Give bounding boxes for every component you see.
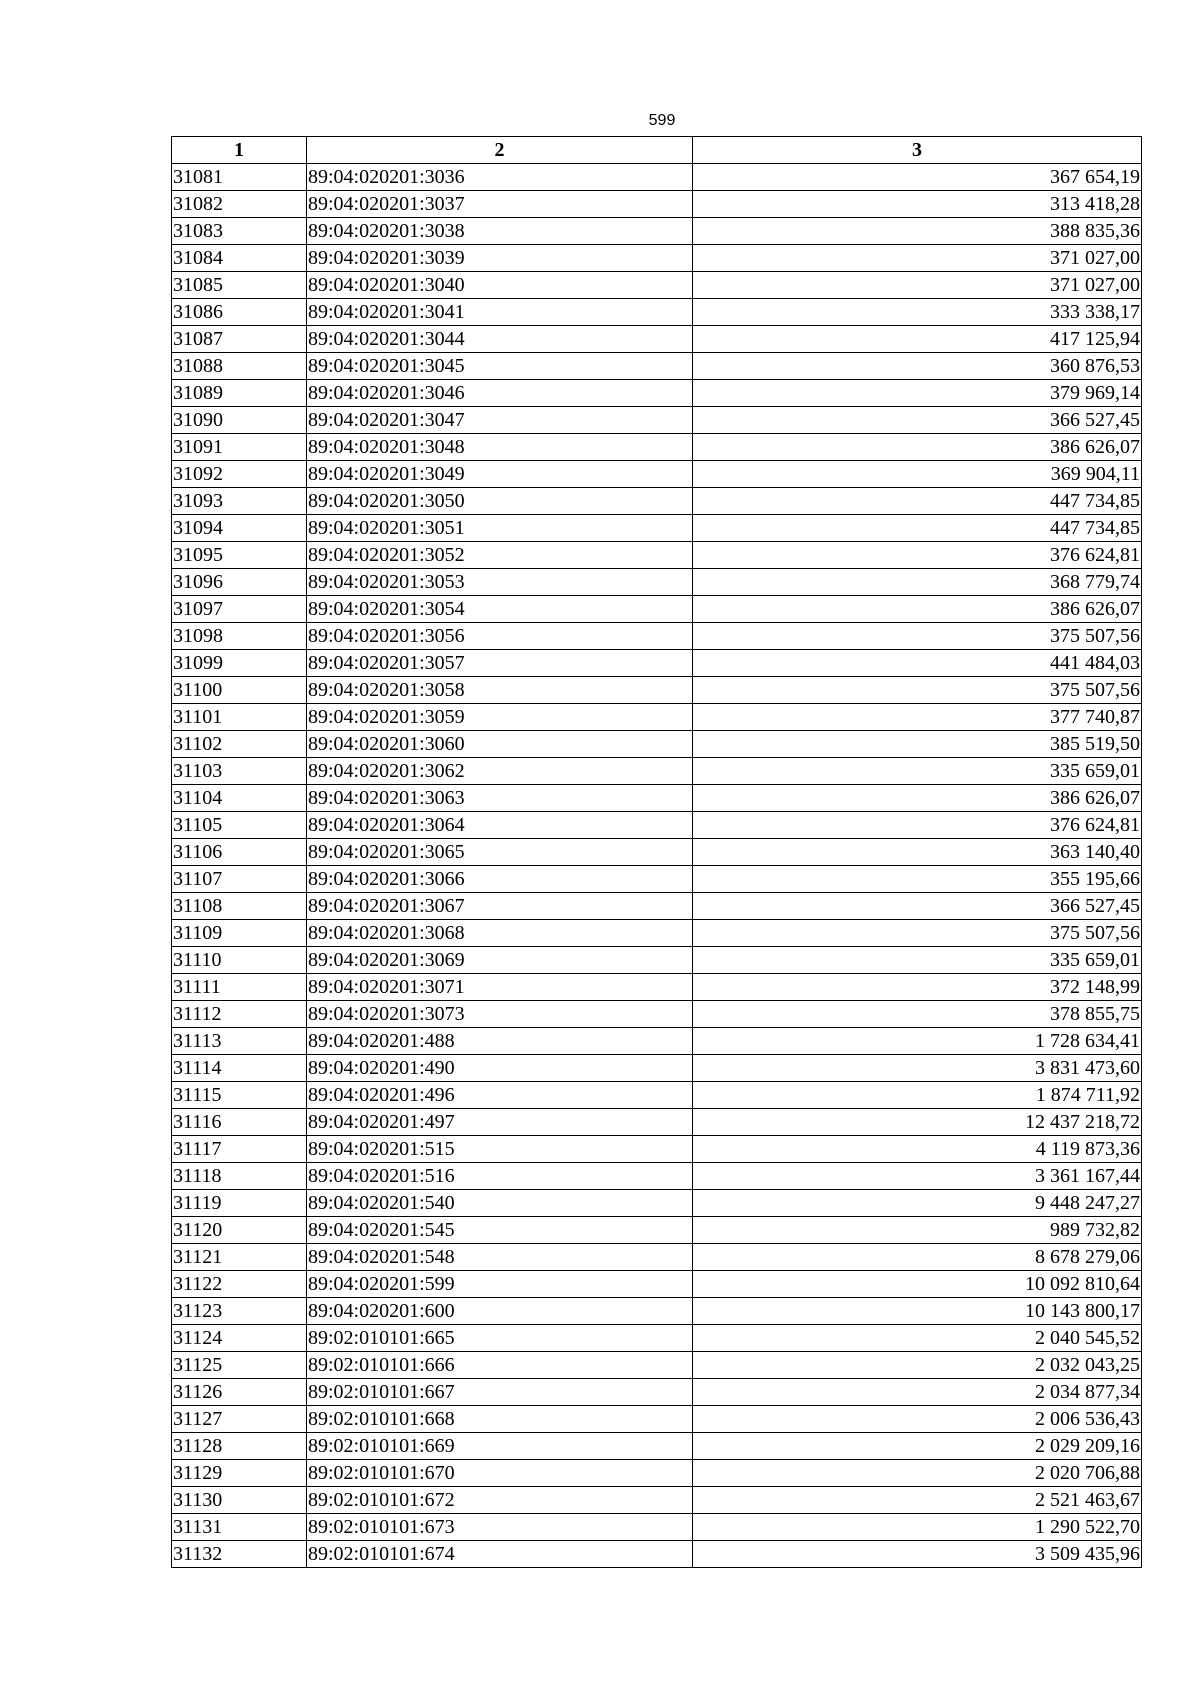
cadastral-number-cell: 89:04:020201:3037 (307, 191, 693, 218)
table-row (172, 947, 1142, 974)
cadastral-number-cell: 89:04:020201:3064 (307, 812, 693, 839)
row-number-cell: 31093 (172, 488, 307, 515)
row-number-cell: 31090 (172, 407, 307, 434)
cadastral-value-cell: 388 835,36 (693, 218, 1142, 245)
cadastral-value-cell: 2 020 706,88 (693, 1460, 1142, 1487)
cadastral-number-cell: 89:04:020201:540 (307, 1190, 693, 1217)
table-row (172, 1271, 1142, 1298)
row-number-cell: 31113 (172, 1028, 307, 1055)
row-number-cell: 31087 (172, 326, 307, 353)
table-row (172, 272, 1142, 299)
row-number-cell: 31104 (172, 785, 307, 812)
table-row (172, 1460, 1142, 1487)
cadastral-value-cell: 368 779,74 (693, 569, 1142, 596)
cadastral-value-cell: 3 509 435,96 (693, 1541, 1142, 1568)
cadastral-value-cell: 375 507,56 (693, 623, 1142, 650)
row-number-cell: 31085 (172, 272, 307, 299)
cadastral-value-cell: 366 527,45 (693, 407, 1142, 434)
row-number-cell: 31086 (172, 299, 307, 326)
row-number-cell: 31123 (172, 1298, 307, 1325)
row-number-cell: 31132 (172, 1541, 307, 1568)
cadastral-number-cell: 89:04:020201:3047 (307, 407, 693, 434)
cadastral-value-cell: 355 195,66 (693, 866, 1142, 893)
cadastral-value-cell: 371 027,00 (693, 272, 1142, 299)
cadastral-number-cell: 89:04:020201:599 (307, 1271, 693, 1298)
cadastral-value-cell: 2 040 545,52 (693, 1325, 1142, 1352)
cadastral-value-cell: 4 119 873,36 (693, 1136, 1142, 1163)
cadastral-number-cell: 89:04:020201:3053 (307, 569, 693, 596)
table-row (172, 1109, 1142, 1136)
table-row (172, 569, 1142, 596)
cadastral-number-cell: 89:02:010101:665 (307, 1325, 693, 1352)
cadastral-number-cell: 89:04:020201:3062 (307, 758, 693, 785)
row-number-cell: 31124 (172, 1325, 307, 1352)
cadastral-value-cell: 377 740,87 (693, 704, 1142, 731)
cadastral-value-cell: 10 092 810,64 (693, 1271, 1142, 1298)
table-row (172, 1136, 1142, 1163)
cadastral-value-cell: 367 654,19 (693, 164, 1142, 191)
cadastral-value-cell: 375 507,56 (693, 920, 1142, 947)
table-row (172, 812, 1142, 839)
cadastral-number-cell: 89:04:020201:3059 (307, 704, 693, 731)
table-row (172, 893, 1142, 920)
row-number-cell: 31089 (172, 380, 307, 407)
cadastral-number-cell: 89:04:020201:3044 (307, 326, 693, 353)
cadastral-value-cell: 1 290 522,70 (693, 1514, 1142, 1541)
cadastral-number-cell: 89:04:020201:3071 (307, 974, 693, 1001)
column-header-2: 2 (307, 137, 693, 164)
cadastral-value-cell: 313 418,28 (693, 191, 1142, 218)
cadastral-number-cell: 89:04:020201:3069 (307, 947, 693, 974)
cadastral-value-cell: 3 361 167,44 (693, 1163, 1142, 1190)
row-number-cell: 31088 (172, 353, 307, 380)
table-row (172, 488, 1142, 515)
row-number-cell: 31094 (172, 515, 307, 542)
row-number-cell: 31108 (172, 893, 307, 920)
cadastral-value-cell: 372 148,99 (693, 974, 1142, 1001)
table-row (172, 1298, 1142, 1325)
row-number-cell: 31114 (172, 1055, 307, 1082)
table-row (172, 407, 1142, 434)
table-row (172, 677, 1142, 704)
row-number-cell: 31098 (172, 623, 307, 650)
cadastral-value-cell: 376 624,81 (693, 812, 1142, 839)
cadastral-value-cell: 10 143 800,17 (693, 1298, 1142, 1325)
cadastral-number-cell: 89:02:010101:668 (307, 1406, 693, 1433)
table-row (172, 326, 1142, 353)
row-number-cell: 31081 (172, 164, 307, 191)
cadastral-value-cell: 447 734,85 (693, 515, 1142, 542)
row-number-cell: 31105 (172, 812, 307, 839)
row-number-cell: 31130 (172, 1487, 307, 1514)
table-row (172, 1541, 1142, 1568)
column-header-3: 3 (693, 137, 1142, 164)
cadastral-value-cell: 2 029 209,16 (693, 1433, 1142, 1460)
cadastral-value-cell: 363 140,40 (693, 839, 1142, 866)
cadastral-value-cell: 335 659,01 (693, 758, 1142, 785)
row-number-cell: 31116 (172, 1109, 307, 1136)
row-number-cell: 31125 (172, 1352, 307, 1379)
cadastral-value-cell: 9 448 247,27 (693, 1190, 1142, 1217)
row-number-cell: 31096 (172, 569, 307, 596)
cadastral-value-cell: 386 626,07 (693, 785, 1142, 812)
table-row (172, 1028, 1142, 1055)
table-row (172, 191, 1142, 218)
table-row (172, 1406, 1142, 1433)
cadastral-value-cell: 375 507,56 (693, 677, 1142, 704)
cadastral-value-cell: 12 437 218,72 (693, 1109, 1142, 1136)
row-number-cell: 31099 (172, 650, 307, 677)
cadastral-value-cell: 417 125,94 (693, 326, 1142, 353)
cadastral-number-cell: 89:04:020201:3039 (307, 245, 693, 272)
table-row (172, 1352, 1142, 1379)
cadastral-number-cell: 89:04:020201:3056 (307, 623, 693, 650)
table-row (172, 1514, 1142, 1541)
cadastral-value-cell: 3 831 473,60 (693, 1055, 1142, 1082)
table-row (172, 1487, 1142, 1514)
cadastral-number-cell: 89:04:020201:3052 (307, 542, 693, 569)
cadastral-value-cell: 371 027,00 (693, 245, 1142, 272)
cadastral-number-cell: 89:04:020201:516 (307, 1163, 693, 1190)
row-number-cell: 31095 (172, 542, 307, 569)
row-number-cell: 31122 (172, 1271, 307, 1298)
cadastral-value-cell: 8 678 279,06 (693, 1244, 1142, 1271)
column-header-1: 1 (172, 137, 307, 164)
row-number-cell: 31126 (172, 1379, 307, 1406)
cadastral-value-cell: 447 734,85 (693, 488, 1142, 515)
row-number-cell: 31110 (172, 947, 307, 974)
cadastral-number-cell: 89:04:020201:3065 (307, 839, 693, 866)
table-row (172, 758, 1142, 785)
cadastral-number-cell: 89:04:020201:3068 (307, 920, 693, 947)
table-row (172, 1163, 1142, 1190)
cadastral-number-cell: 89:04:020201:3041 (307, 299, 693, 326)
cadastral-number-cell: 89:04:020201:3073 (307, 1001, 693, 1028)
cadastral-number-cell: 89:04:020201:3063 (307, 785, 693, 812)
cadastral-value-cell: 333 338,17 (693, 299, 1142, 326)
table-body (172, 164, 1142, 1568)
row-number-cell: 31109 (172, 920, 307, 947)
table-row (172, 866, 1142, 893)
cadastral-value-cell: 2 032 043,25 (693, 1352, 1142, 1379)
row-number-cell: 31115 (172, 1082, 307, 1109)
cadastral-value-cell: 2 006 536,43 (693, 1406, 1142, 1433)
table-row (172, 1379, 1142, 1406)
table-row (172, 380, 1142, 407)
table-row (172, 839, 1142, 866)
cadastral-number-cell: 89:04:020201:3057 (307, 650, 693, 677)
table-row (172, 1433, 1142, 1460)
row-number-cell: 31101 (172, 704, 307, 731)
table-row (172, 434, 1142, 461)
cadastral-number-cell: 89:04:020201:600 (307, 1298, 693, 1325)
row-number-cell: 31082 (172, 191, 307, 218)
cadastral-number-cell: 89:04:020201:3067 (307, 893, 693, 920)
table-row (172, 1082, 1142, 1109)
cadastral-number-cell: 89:02:010101:670 (307, 1460, 693, 1487)
cadastral-number-cell: 89:02:010101:672 (307, 1487, 693, 1514)
row-number-cell: 31084 (172, 245, 307, 272)
cadastral-value-cell: 386 626,07 (693, 434, 1142, 461)
row-number-cell: 31131 (172, 1514, 307, 1541)
cadastral-number-cell: 89:02:010101:669 (307, 1433, 693, 1460)
cadastral-number-cell: 89:02:010101:667 (307, 1379, 693, 1406)
row-number-cell: 31092 (172, 461, 307, 488)
cadastral-value-cell: 441 484,03 (693, 650, 1142, 677)
cadastral-value-cell: 360 876,53 (693, 353, 1142, 380)
cadastral-value-cell: 386 626,07 (693, 596, 1142, 623)
cadastral-number-cell: 89:04:020201:3049 (307, 461, 693, 488)
row-number-cell: 31119 (172, 1190, 307, 1217)
row-number-cell: 31117 (172, 1136, 307, 1163)
table-row (172, 731, 1142, 758)
row-number-cell: 31083 (172, 218, 307, 245)
cadastral-number-cell: 89:04:020201:3058 (307, 677, 693, 704)
cadastral-number-cell: 89:04:020201:488 (307, 1028, 693, 1055)
cadastral-value-cell: 2 034 877,34 (693, 1379, 1142, 1406)
row-number-cell: 31106 (172, 839, 307, 866)
table-row (172, 245, 1142, 272)
row-number-cell: 31127 (172, 1406, 307, 1433)
cadastral-value-cell: 376 624,81 (693, 542, 1142, 569)
cadastral-number-cell: 89:04:020201:496 (307, 1082, 693, 1109)
cadastral-number-cell: 89:04:020201:497 (307, 1109, 693, 1136)
cadastral-number-cell: 89:04:020201:490 (307, 1055, 693, 1082)
table-row (172, 650, 1142, 677)
cadastral-number-cell: 89:02:010101:673 (307, 1514, 693, 1541)
row-number-cell: 31091 (172, 434, 307, 461)
table-row (172, 596, 1142, 623)
table-row (172, 461, 1142, 488)
row-number-cell: 31121 (172, 1244, 307, 1271)
row-number-cell: 31100 (172, 677, 307, 704)
cadastral-number-cell: 89:04:020201:548 (307, 1244, 693, 1271)
row-number-cell: 31103 (172, 758, 307, 785)
row-number-cell: 31118 (172, 1163, 307, 1190)
table-row (172, 1190, 1142, 1217)
cadastral-value-cell: 1 874 711,92 (693, 1082, 1142, 1109)
table-row (172, 623, 1142, 650)
table-header-row (172, 137, 1142, 164)
table-row (172, 218, 1142, 245)
cadastral-number-cell: 89:04:020201:3048 (307, 434, 693, 461)
cadastral-number-cell: 89:04:020201:3038 (307, 218, 693, 245)
cadastral-value-cell: 366 527,45 (693, 893, 1142, 920)
row-number-cell: 31111 (172, 974, 307, 1001)
table-row (172, 164, 1142, 191)
row-number-cell: 31102 (172, 731, 307, 758)
cadastral-number-cell: 89:04:020201:545 (307, 1217, 693, 1244)
cadastral-value-cell: 369 904,11 (693, 461, 1142, 488)
row-number-cell: 31120 (172, 1217, 307, 1244)
cadastral-value-cell: 2 521 463,67 (693, 1487, 1142, 1514)
table-row (172, 704, 1142, 731)
page-number: 599 (648, 112, 676, 129)
table-row (172, 974, 1142, 1001)
table-row (172, 299, 1142, 326)
cadastral-number-cell: 89:04:020201:3054 (307, 596, 693, 623)
table-row (172, 515, 1142, 542)
cadastral-value-cell: 378 855,75 (693, 1001, 1142, 1028)
cadastral-value-table (171, 136, 1142, 1568)
cadastral-number-cell: 89:04:020201:3066 (307, 866, 693, 893)
cadastral-number-cell: 89:02:010101:674 (307, 1541, 693, 1568)
cadastral-value-cell: 385 519,50 (693, 731, 1142, 758)
table-row (172, 1001, 1142, 1028)
cadastral-value-cell: 1 728 634,41 (693, 1028, 1142, 1055)
cadastral-number-cell: 89:04:020201:3051 (307, 515, 693, 542)
cadastral-number-cell: 89:04:020201:3046 (307, 380, 693, 407)
row-number-cell: 31097 (172, 596, 307, 623)
table-row (172, 1055, 1142, 1082)
row-number-cell: 31107 (172, 866, 307, 893)
table-row (172, 1244, 1142, 1271)
table-row (172, 542, 1142, 569)
cadastral-value-cell: 989 732,82 (693, 1217, 1142, 1244)
cadastral-value-cell: 379 969,14 (693, 380, 1142, 407)
cadastral-number-cell: 89:04:020201:3040 (307, 272, 693, 299)
cadastral-number-cell: 89:04:020201:515 (307, 1136, 693, 1163)
table-row (172, 920, 1142, 947)
cadastral-number-cell: 89:04:020201:3036 (307, 164, 693, 191)
row-number-cell: 31129 (172, 1460, 307, 1487)
table-row (172, 353, 1142, 380)
cadastral-number-cell: 89:02:010101:666 (307, 1352, 693, 1379)
cadastral-number-cell: 89:04:020201:3060 (307, 731, 693, 758)
cadastral-value-cell: 335 659,01 (693, 947, 1142, 974)
table-row (172, 1217, 1142, 1244)
cadastral-number-cell: 89:04:020201:3045 (307, 353, 693, 380)
table-row (172, 785, 1142, 812)
table-row (172, 1325, 1142, 1352)
row-number-cell: 31128 (172, 1433, 307, 1460)
cadastral-number-cell: 89:04:020201:3050 (307, 488, 693, 515)
row-number-cell: 31112 (172, 1001, 307, 1028)
